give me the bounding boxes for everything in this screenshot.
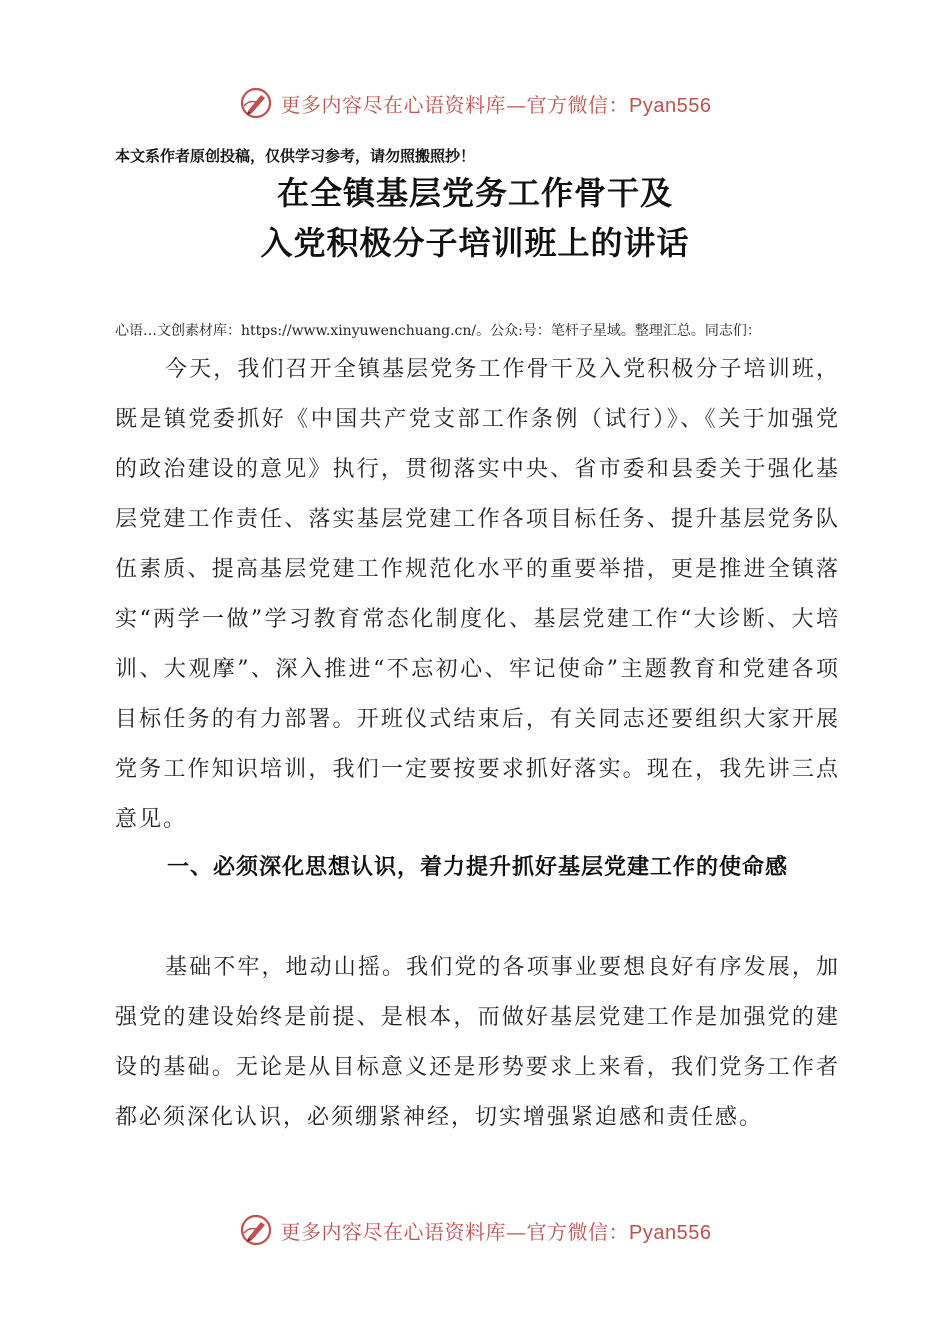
- banner-wechat-id: Pyan556: [629, 94, 712, 117]
- paragraph-1: 今天，我们召开全镇基层党务工作骨干及入党积极分子培训班，既是镇党委抓好《中国共产党支部工作条例（试行）》、《关于加强党的政治建设的意见》执行，贯彻落实中央、省市委和县委关于强化基层党建工作责任、落实基层党建工作各项目标任务、提升基层党务队伍素质、提高基层党建工作规范化水平的重要举措，更是推进全镇落实“两学一做”学习教育常态化制度化、基层党建工作“大诊断、大培训、大观摩”、深入推进“不忘初心、牢记使命”主题教育和党建各项目标任务的有力部署。开班仪式结束后，有关同志还要组织大家开展党务工作知识培训，我们一定要按要求抓好落实。现在，我先讲三点意见。: [115, 357, 840, 832]
- banner-wechat-label: 官方微信：: [526, 1219, 630, 1244]
- source-line: 心语…文创素材库：https://www.xinyuwenchuang.cn/。公众:号：笔杆子星域。整理汇总。同志们：: [115, 323, 761, 339]
- banner-separator: —: [506, 1219, 527, 1244]
- document-title-line1: 在全镇基层党务工作骨干及: [276, 174, 673, 212]
- paragraph-2: 基础不牢，地动山摇。我们党的各项事业要想良好有序发展，加强党的建设始终是前提、是根本，而做好基层党建工作是加强党的建设的基础。无论是从目标意义还是形势要求上来看，我们党务工作者都必须深化认识，必须绷紧神经，切实增强紧迫感和责任感。: [115, 955, 840, 1130]
- banner-separator: —: [506, 92, 527, 117]
- top-banner: [0, 83, 950, 123]
- banner-text: [281, 1216, 712, 1245]
- copyright-notice: 本文系作者原创投稿，仅供学习参考，请勿照搬照抄！: [115, 147, 476, 165]
- banner-wechat-id: Pyan556: [629, 1221, 712, 1244]
- pen-logo-icon: [239, 1213, 273, 1247]
- document-title-line2: 入党积极分子培训班上的讲话: [260, 224, 690, 262]
- pen-logo-icon: [239, 86, 273, 120]
- banner-text: [281, 89, 712, 118]
- bottom-banner: [0, 1210, 950, 1250]
- section-heading-1: 一、必须深化思想认识，着力提升抓好基层党建工作的使命感: [167, 855, 789, 880]
- banner-main-text: 更多内容尽在心语资料库: [280, 1219, 507, 1244]
- banner-wechat-label: 官方微信：: [526, 92, 630, 117]
- banner-main-text: 更多内容尽在心语资料库: [280, 92, 507, 117]
